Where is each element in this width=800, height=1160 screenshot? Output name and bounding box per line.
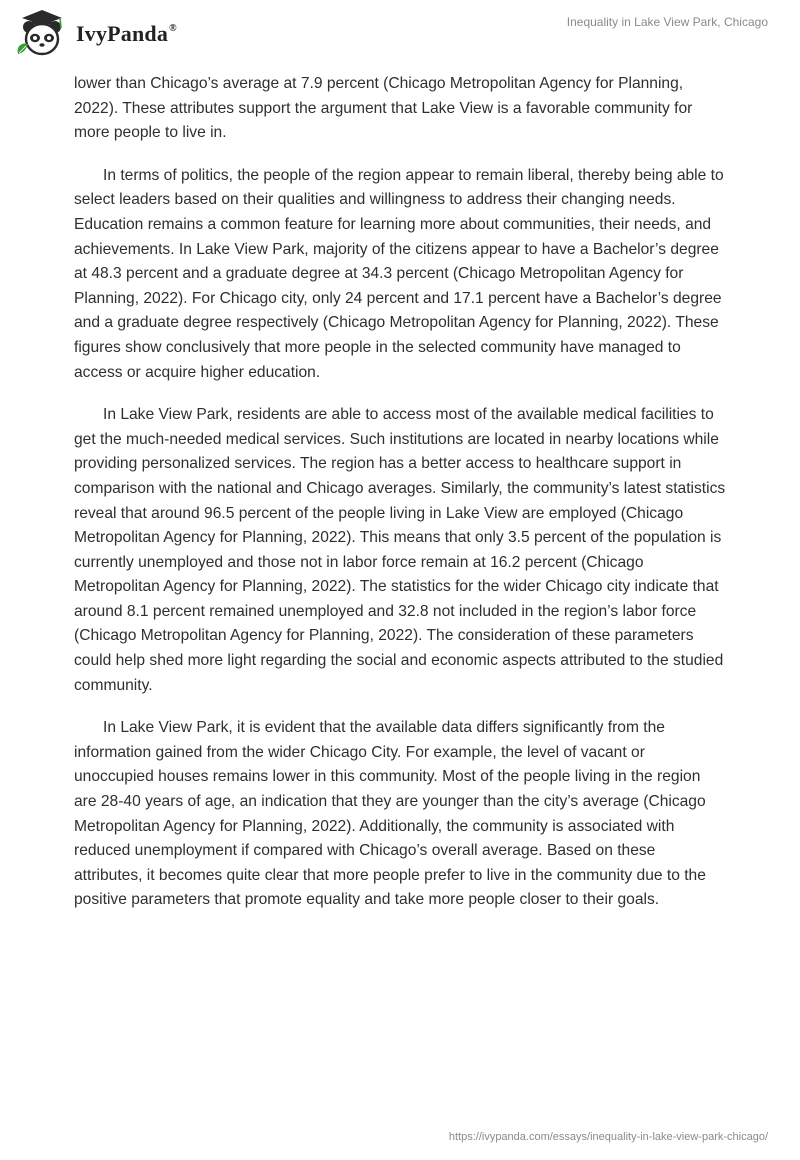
paragraph: lower than Chicago’s average at 7.9 percent (Chicago Metropolitan Agency for Planning, 2022). These attributes support the argument that Lake View is a favorable community for more people to live in. (74, 75, 693, 142)
page-header (0, 0, 800, 70)
brand-name (76, 21, 177, 47)
paragraph: In Lake View Park, it is evident that the available data differs significantly from the information gained from the wider Chicago City. For example, the level of vacant or unoccupied houses remains lower in this community. Most of the people living in the region are 28-40 years of age, an indication that they are younger than the city’s average (Chicago Metropolitan Agency for Planning, 2022). Additionally, the community is associated with reduced unemployment if compared with Chicago’s overall average. Based on these attributes, it becomes quite clear that more people prefer to live in the community due to the positive parameters that promote equality and take more people closer to their goals. (74, 719, 706, 909)
paragraph: In terms of politics, the people of the region appear to remain liberal, thereby being able to select leaders based on their qualities and willingness to address their changing needs. Education remains a common feature for learning more about communities, their needs, and achievements. In Lake View Park, majority of the citizens appear to have a Bachelor’s degree at 48.3 percent and a graduate degree at 34.3 percent (Chicago Metropolitan Agency for Planning, 2022). For Chicago city, only 24 percent and 17.1 percent have a Bachelor’s degree and a graduate degree respectively (Chicago Metropolitan Agency for Planning, 2022). These figures show conclusively that more people in the selected community have managed to access or acquire higher education. (74, 166, 724, 381)
paragraph: In Lake View Park, residents are able to access most of the available medical facilities to get the much-needed medical services. Such institutions are located in nearby locations while providing personalized services. The region has a better access to healthcare support in comparison with the national and Chicago averages. Similarly, the community’s latest statistics reveal that around 96.5 percent of the people living in Lake View are employed (Chicago Metropolitan Agency for Planning, 2022). This means that only 3.5 percent of the population is currently unemployed and those not in labor force remain at 16.2 percent (Chicago Metropolitan Agency for Planning, 2022). The statistics for the wider Chicago city indicate that around 8.1 percent remained unemployed and 32.8 not included in the region’s labor force (Chicago Metropolitan Agency for Planning, 2022). The consideration of these parameters could help shed more light regarding the social and economic aspects attributed to the studied community. (74, 406, 726, 694)
source-url[interactable]: https://ivypanda.com/essays/inequality-in-lake-view-park-chicago/ (448, 1131, 768, 1143)
ivypanda-logo[interactable] (14, 8, 177, 60)
brand-text: IvyPanda (76, 21, 169, 46)
essay-body (74, 72, 726, 931)
panda-graduate-logo-icon (14, 8, 70, 60)
registered-mark: ® (169, 23, 177, 34)
document-title: Inequality in Lake View Park, Chicago (566, 15, 768, 29)
